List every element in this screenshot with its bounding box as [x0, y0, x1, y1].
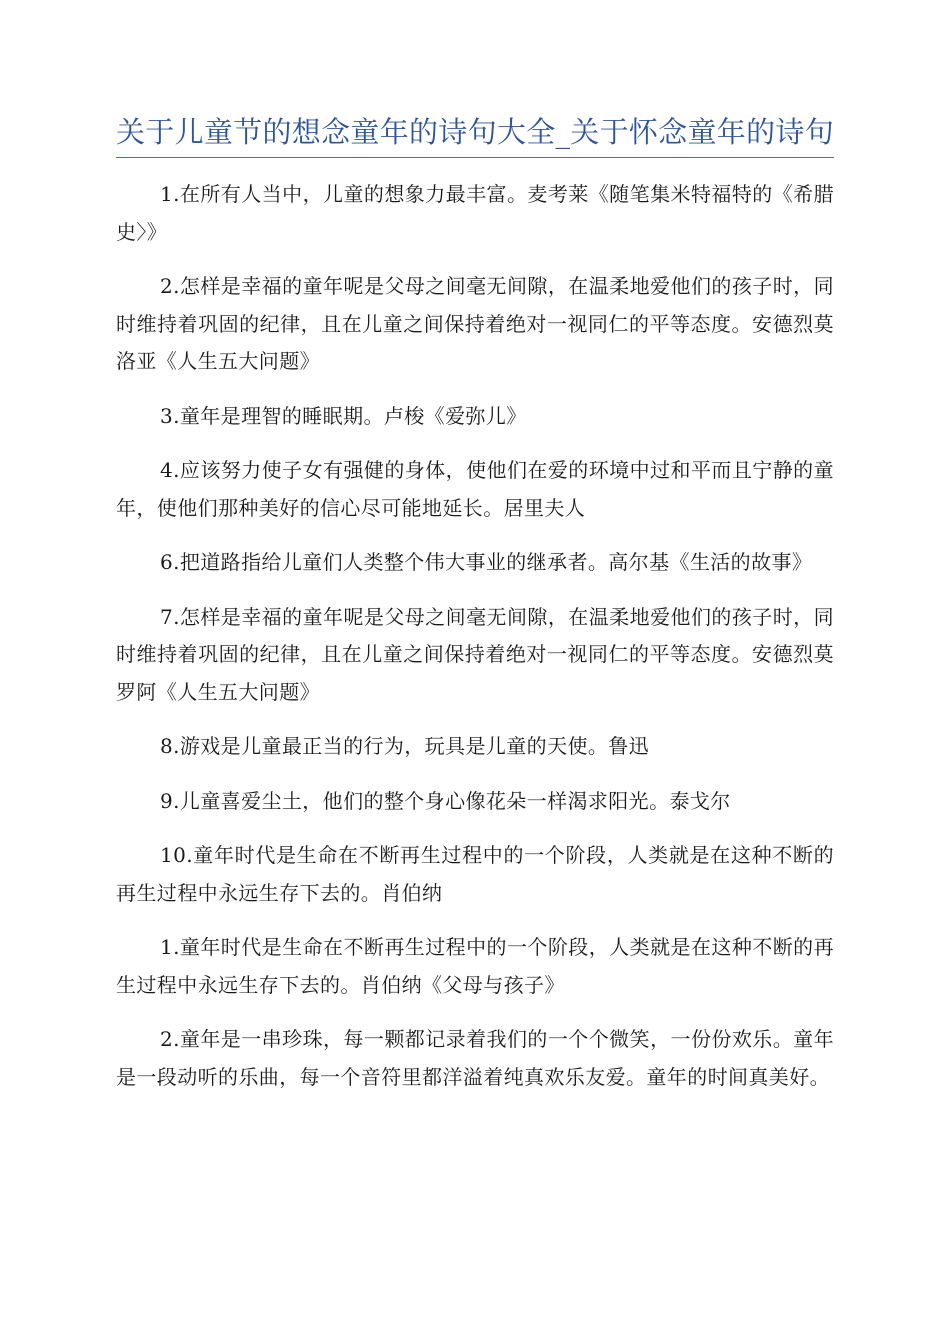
page-title: 关于儿童节的想念童年的诗句大全_关于怀念童年的诗句: [116, 115, 835, 149]
paragraph-2: 2.怎样是幸福的童年呢是父母之间毫无间隙，在温柔地爱他们的孩子时，同时维持着巩固的纪律，且在儿童之间保持着绝对一视同仁的平等态度。安德烈莫洛亚《人生五大问题》: [116, 274, 834, 373]
paragraph-1: 1.在所有人当中，儿童的想象力最丰富。麦考莱《随笔集米特福特的《希腊史〉》: [116, 182, 834, 244]
paragraph-6: 7.怎样是幸福的童年呢是父母之间毫无间隙，在温柔地爱他们的孩子时，同时维持着巩固的纪律，且在儿童之间保持着绝对一视同仁的平等态度。安德烈莫罗阿《人生五大问题》: [116, 604, 834, 704]
document-body: [116, 176, 834, 1113]
paragraph-5: 6.把道路指给儿童们人类整个伟大事业的继承者。高尔基《生活的故事》: [160, 550, 813, 574]
paragraph-10: 1.童年时代是生命在不断再生过程中的一个阶段，人类就是在这种不断的再生过程中永远生存下去的。肖伯纳《父母与孩子》: [116, 935, 834, 997]
paragraph-7: 8.游戏是儿童最正当的行为，玩具是儿童的天使。鲁迅: [160, 734, 650, 758]
paragraph-4: 4.应该努力使子女有强健的身体，使他们在爱的环境中过和平而且宁静的童年，使他们那种美好的信心尽可能地延长。居里夫人: [116, 458, 834, 520]
paragraph-3: 3.童年是理智的睡眠期。卢梭《爱弥儿》: [160, 403, 527, 428]
title-block: [116, 112, 834, 158]
paragraph-11: 2.童年是一串珍珠，每一颗都记录着我们的一个个微笑，一份份欢乐。童年是一段动听的乐曲，每一个音符里都洋溢着纯真欢乐友爱。童年的时间真美好。: [116, 1027, 834, 1089]
paragraph-9: 10.童年时代是生命在不断再生过程中的一个阶段，人类就是在这种不断的再生过程中永远生存下去的。肖伯纳: [116, 843, 834, 905]
paragraph-8: 9.儿童喜爱尘土，他们的整个身心像花朵一样渴求阳光。泰戈尔: [160, 788, 731, 813]
